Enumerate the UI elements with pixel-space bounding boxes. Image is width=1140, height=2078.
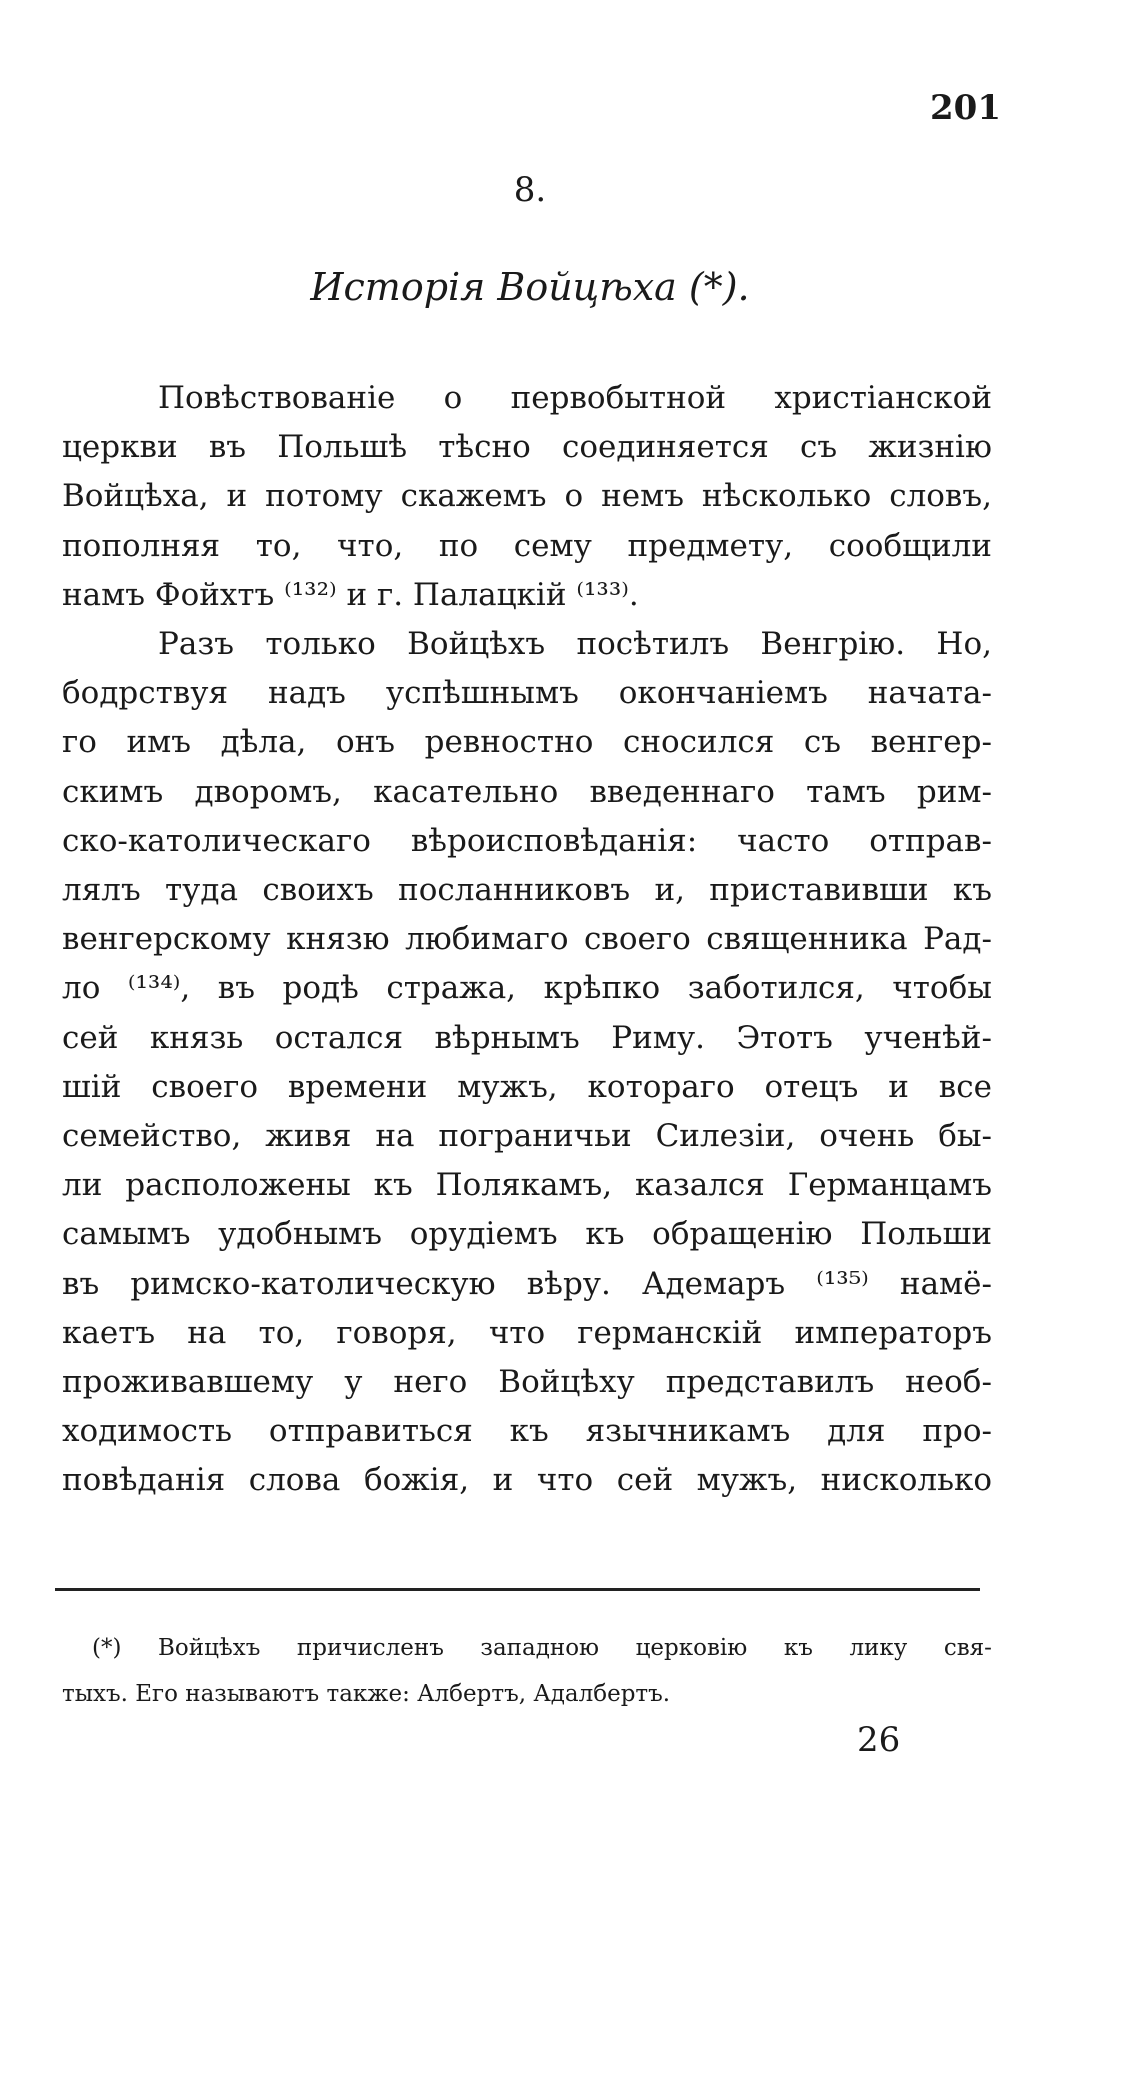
body-line: венгерскому князю любимаго своего священника Рад-	[62, 921, 992, 958]
body-line: Повѣствованіе о первобытной христіанской	[158, 380, 992, 416]
body-line: Войцѣха, и потому скажемъ о немъ нѣсколько словъ,	[62, 478, 992, 515]
body-line: церкви въ Польшѣ тѣсно соединяется съ жизнію	[62, 429, 992, 466]
body-line: намъ Фойхтъ ⁽¹³²⁾ и г. Палацкій ⁽¹³³⁾.	[62, 576, 639, 613]
body-line: ско-католическаго вѣроисповѣданія: часто отправ-	[62, 822, 992, 859]
body-line: семейство, живя на пограничьи Силезіи, очень бы-	[62, 1118, 992, 1154]
chapter-title: Исторія Войцѣха (*).	[310, 265, 750, 309]
body-line: скимъ дворомъ, касательно введеннаго тамъ рим-	[62, 773, 992, 810]
signature-mark: 26	[857, 1720, 901, 1760]
body-line: самымъ удобнымъ орудіемъ къ обращенію Польши	[62, 1216, 992, 1253]
body-line: повѣданія слова божія, и что сей мужъ, нисколько	[62, 1462, 992, 1499]
body-line: проживавшему у него Войцѣху представилъ необ-	[62, 1364, 992, 1400]
body-line: ходимость отправиться къ язычникамъ для про-	[62, 1413, 992, 1450]
body-line: Разъ только Войцѣхъ посѣтилъ Венгрію. Но,	[158, 626, 992, 662]
page-number: 201	[930, 88, 1001, 128]
body-line: сей князь остался вѣрнымъ Риму. Этотъ ученѣй-	[62, 1019, 992, 1056]
body-line: го имъ дѣла, онъ ревностно сносился съ венгер-	[62, 724, 992, 761]
footnote-line: тыхъ. Его называютъ также: Албертъ, Адалбертъ.	[62, 1681, 671, 1707]
footnote-line: (*) Войцѣхъ причисленъ западною церковію къ лику свя-	[92, 1635, 992, 1661]
footnote-rule	[55, 1588, 980, 1591]
body-line: лялъ туда своихъ посланниковъ и, приставивши къ	[62, 872, 992, 908]
section-number: 8.	[513, 170, 547, 210]
body-line: ло ⁽¹³⁴⁾, въ родѣ стража, крѣпко заботился, чтобы	[62, 970, 992, 1007]
body-line: каетъ на то, говоря, что германскій императоръ	[62, 1314, 992, 1351]
body-line: ли расположены къ Полякамъ, казался Германцамъ	[62, 1167, 992, 1204]
body-line: бодрствуя надъ успѣшнымъ окончаніемъ начата-	[62, 675, 992, 712]
body-line: въ римско-католическую вѣру. Адемаръ ⁽¹³⁵⁾ намё-	[62, 1265, 992, 1302]
body-line: шій своего времени мужъ, котораго отецъ и все	[62, 1068, 992, 1105]
body-line: пополняя то, что, по сему предмету, сообщили	[62, 527, 992, 564]
